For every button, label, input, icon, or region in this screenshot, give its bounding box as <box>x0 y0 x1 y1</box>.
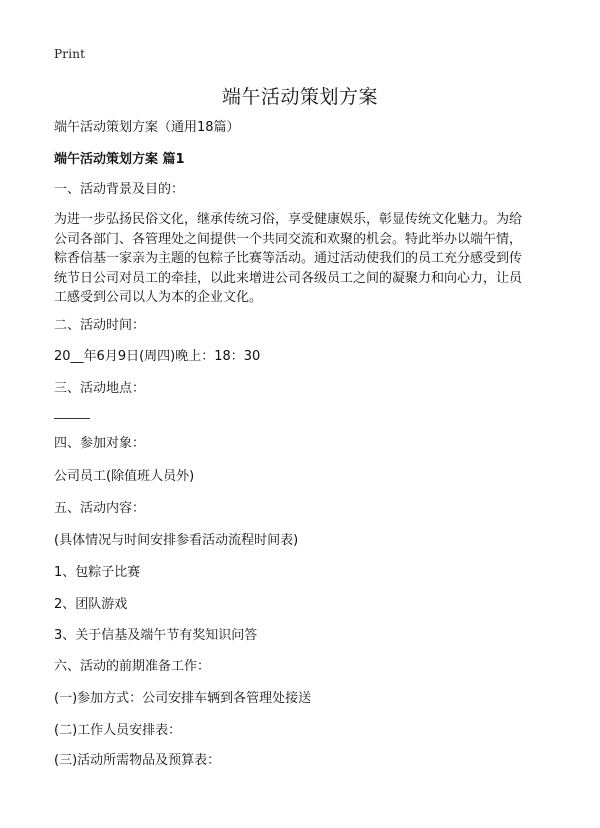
paragraph-line: 为进一步弘扬民俗文化，继承传统习俗，享受健康娱乐，彰显传统文化魅力。为给 <box>54 212 523 227</box>
paragraph-line: 公司各部门、各管理处之间提供一个共同交流和欢聚的机会。特此举办以端午情， <box>54 231 523 247</box>
time-value: 20__年6月9日(周四)晚上：18：30 <box>54 349 261 364</box>
list-item: 3、关于信基及端午节有奖知识问答 <box>54 628 258 643</box>
paragraph-line: 粽香信基一家亲为主题的包粽子比赛等活动。通过活动使我们的员工充分感受到传 <box>54 251 523 266</box>
print-link[interactable]: Print <box>54 47 86 61</box>
list-item: 1、包粽子比赛 <box>54 565 141 580</box>
prep-heading: 六、活动的前期准备工作： <box>54 659 211 674</box>
paragraph-line: 工感受到公司以人为本的企业文化。 <box>54 290 263 305</box>
background-heading: 一、活动背景及目的： <box>54 182 185 197</box>
list-item: (一)参加方式：公司安排车辆到各管理处接送 <box>54 691 312 706</box>
list-item: (三)活动所需物品及预算表： <box>54 753 221 768</box>
document-subtitle: 端午活动策划方案（通用18篇） <box>54 120 240 135</box>
section-title: 端午活动策划方案 篇1 <box>54 152 185 167</box>
audience-heading: 四、参加对象： <box>54 436 146 451</box>
background-paragraph <box>54 210 554 308</box>
audience-value: 公司员工(除值班人员外) <box>54 469 195 484</box>
content-note: (具体情况与时间安排参看活动流程时间表) <box>54 533 299 548</box>
place-heading: 三、活动地点： <box>54 381 146 396</box>
list-item: (二)工作人员安排表： <box>54 723 182 738</box>
page-title: 端午活动策划方案 <box>221 86 378 108</box>
time-heading: 二、活动时间： <box>54 318 146 333</box>
content-heading: 五、活动内容： <box>54 501 146 516</box>
paragraph-line: 统节日公司对员工的牵挂，以此来增进公司各级员工之间的凝聚力和向心力，让员 <box>54 270 523 286</box>
place-blank-underline <box>54 418 90 419</box>
list-item: 2、团队游戏 <box>54 597 128 612</box>
